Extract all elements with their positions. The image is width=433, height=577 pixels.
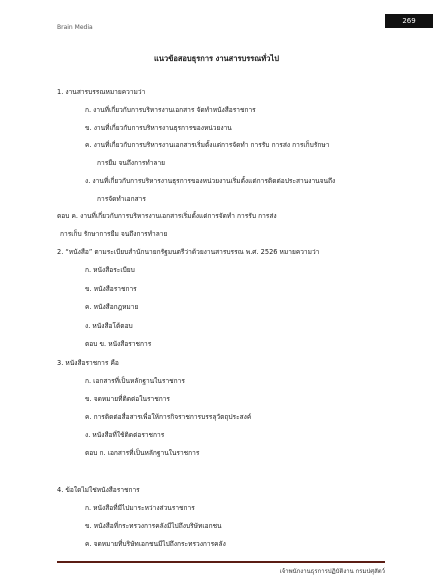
answer-2: ตอบ ข. หนังสือราชการ <box>85 340 152 348</box>
answer-1: ตอบ ค. งานที่เกี่ยวกับการบริหารงานเอกสารเริ่มตั้งแต่การจัดทำ การรับ การส่ง <box>57 212 277 220</box>
option-1d: ง. งานที่เกี่ยวกับการบริหารงานธุรการของหน่วยงานเริ่มตั้งแต่การติดต่อประสานงานจนถึง <box>85 177 336 185</box>
option-4c: ค. จดหมายที่บริษัทเอกชนมีไปถึงกระทรวงการคลัง <box>85 540 226 548</box>
option-3a: ก. เอกสารที่เป็นหลักฐานในราชการ <box>85 377 185 385</box>
option-1b: ข. งานที่เกี่ยวกับการบริหารงานธุรการของหน่วยงาน <box>85 124 232 132</box>
option-4a: ก. หนังสือที่มีไปมาระหว่างส่วนราชการ <box>85 504 195 512</box>
question-1: 1. งานสารบรรณหมายความว่า <box>57 88 146 96</box>
option-1d-cont: การจัดทำเอกสาร <box>97 195 146 203</box>
option-3b: ข. จดหมายที่ติดต่อในราชการ <box>85 395 170 403</box>
header-publisher: Brain Media <box>57 24 93 31</box>
option-1a: ก. งานที่เกี่ยวกับการบริหารงานเอกสาร จัดทำหนังสือราชการ <box>85 106 256 114</box>
question-3: 3. หนังสือราชการ คือ <box>57 359 119 367</box>
option-3d: ง. หนังสือที่ใช้ติดต่อราชการ <box>85 431 165 439</box>
question-2: 2. “หนังสือ” ตามระเบียบสำนักนายกรัฐมนตรีว่าด้วยงานสารบรรณ พ.ศ. 2526 หมายความว่า <box>57 248 320 256</box>
question-4: 4. ข้อใดไม่ใช่หนังสือราชการ <box>57 486 140 494</box>
page-title: แนวข้อสอบธุรการ งานสารบรรณทั่วไป <box>154 54 279 63</box>
option-2a: ก. หนังสือระเบียบ <box>85 266 135 274</box>
answer-1-cont: การเก็บ รักษาการยืม จนถึงการทำลาย <box>60 230 168 238</box>
option-3c: ค. การติดต่อสื่อสารเพื่อให้การกิจราชการบรรลุวัตถุประสงค์ <box>85 413 252 421</box>
option-2b: ข. หนังสือราชการ <box>85 285 137 293</box>
option-2c: ค. หนังสือกฎหมาย <box>85 303 139 311</box>
option-1c: ค. งานที่เกี่ยวกับการบริหารงานเอกสารเริ่มตั้งแต่การจัดทำ การรับ การส่ง การเก็บรักษา <box>85 141 330 149</box>
option-2d: ง. หนังสือโต้ตอบ <box>85 322 133 330</box>
answer-3: ตอบ ก. เอกสารที่เป็นหลักฐานในราชการ <box>85 449 200 457</box>
page-number-badge: 269 <box>385 14 433 28</box>
footer-text: เจ้าพนักงานธุรการปฏิบัติงาน กรมปศุสัตว์ <box>279 568 385 575</box>
option-1c-cont: การยืม จนถึงการทำลาย <box>97 159 166 167</box>
option-4b: ข. หนังสือที่กระทรวงการคลังมีไปถึงบริษัทเอกชน <box>85 522 222 530</box>
footer-rule <box>57 561 385 563</box>
